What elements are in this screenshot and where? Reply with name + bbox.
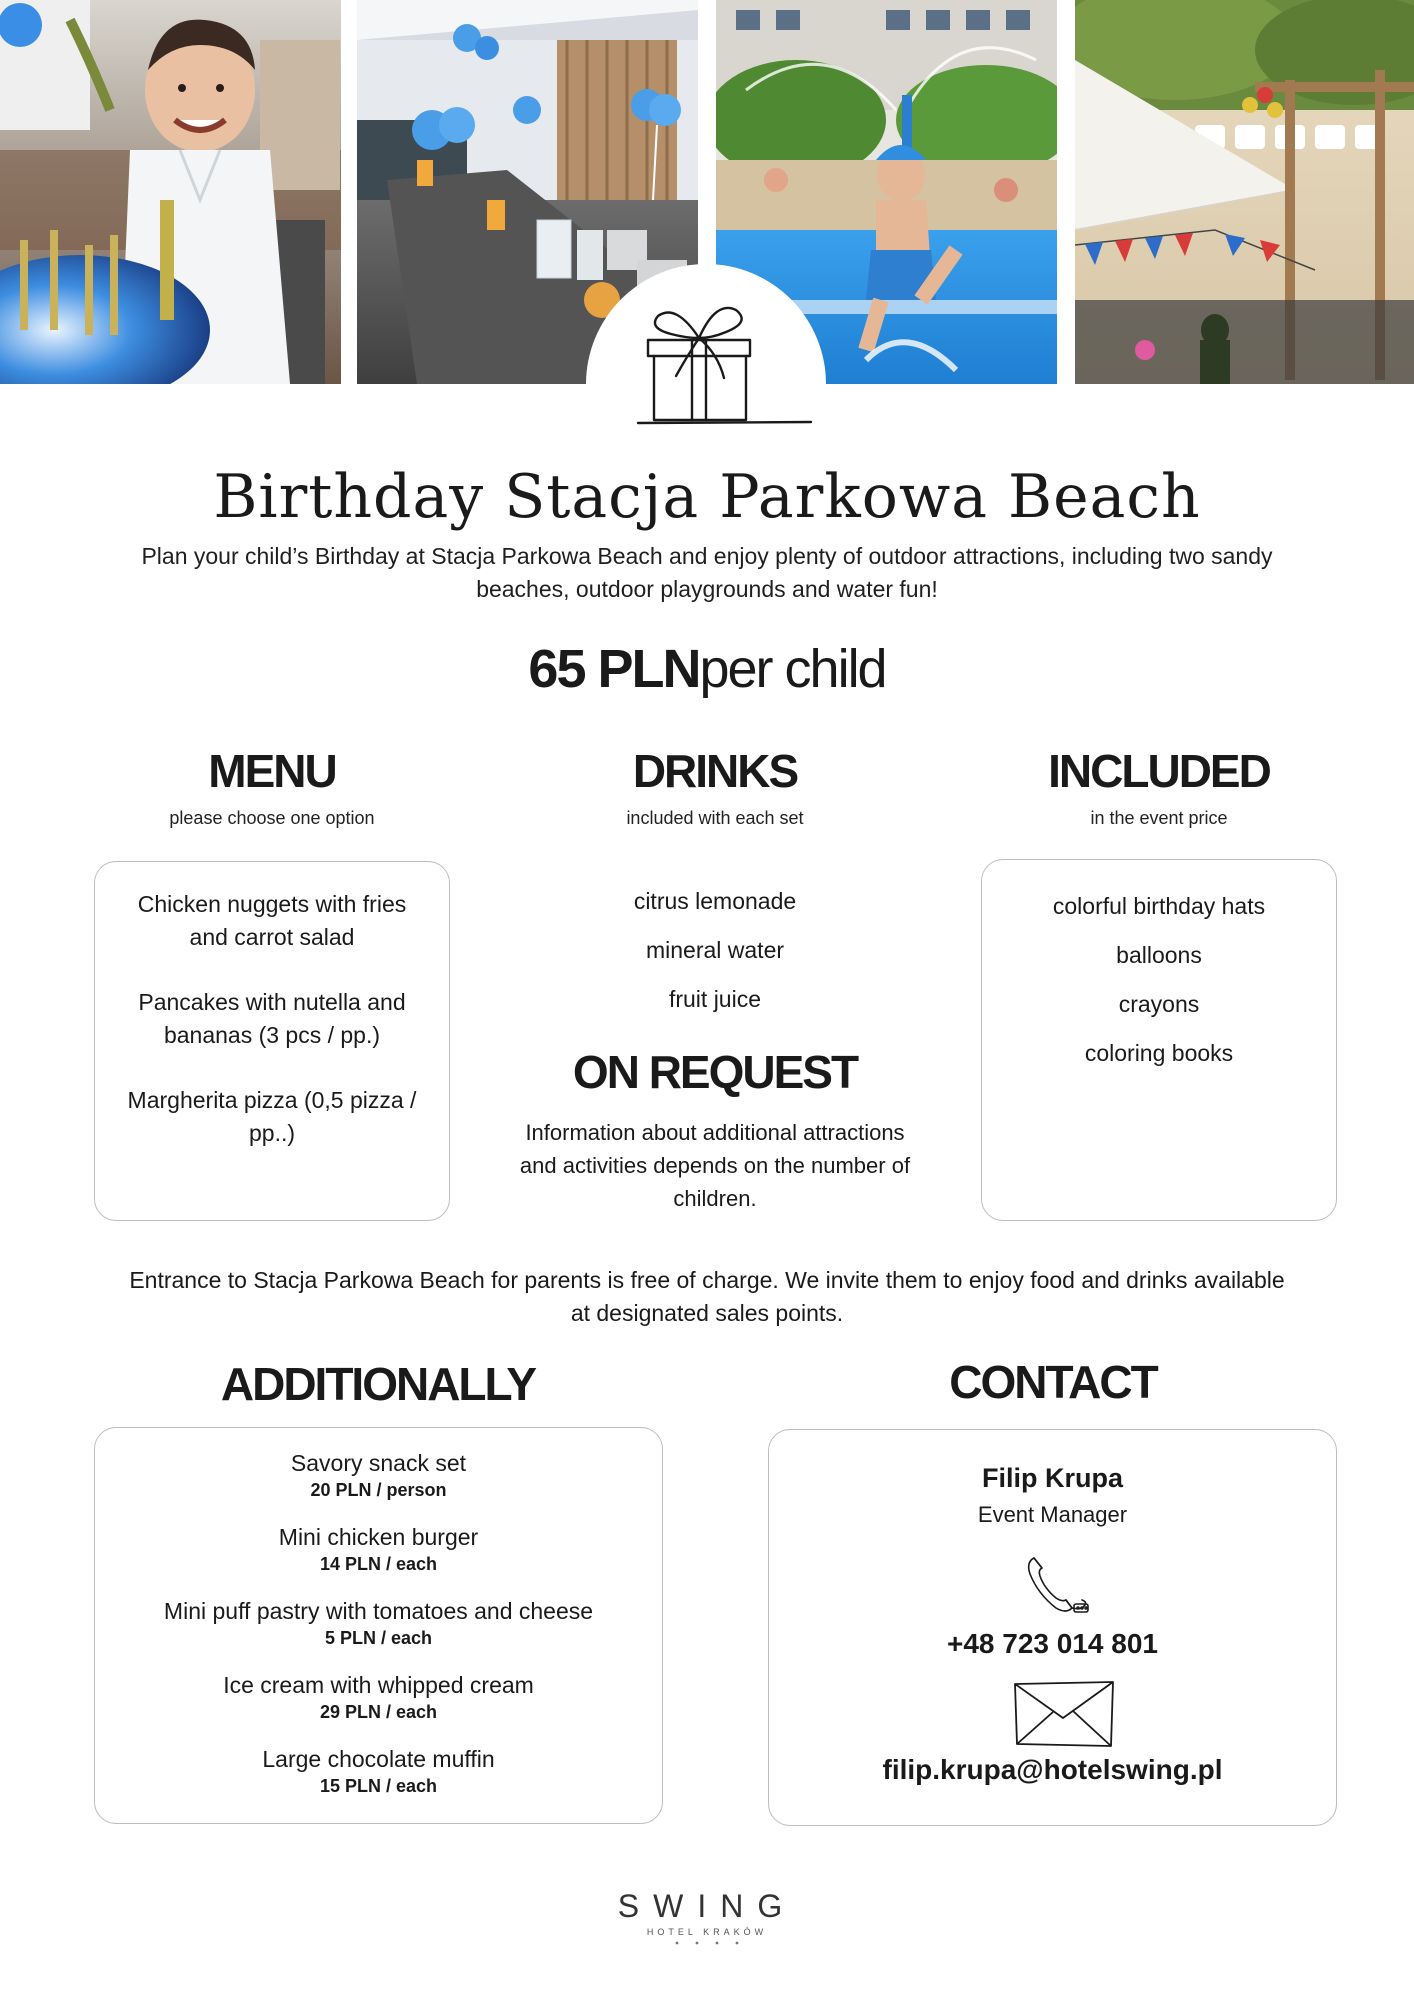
included-item: colorful birthday hats: [1052, 893, 1266, 919]
additional-item-price: 15 PLN / each: [319, 1776, 438, 1796]
menu-heading: MENU: [208, 745, 336, 797]
included-list: [981, 890, 1337, 1086]
additional-item-name: Ice cream with whipped cream: [223, 1672, 534, 1698]
additionally-list: [94, 1448, 663, 1818]
price-amount: 65 PLN: [528, 639, 700, 699]
additional-item: [94, 1522, 663, 1596]
price: [0, 638, 1414, 700]
phone-icon: [1022, 1552, 1096, 1622]
included-heading: INCLUDED: [1048, 745, 1270, 797]
additional-item-price: 20 PLN / person: [310, 1480, 447, 1500]
menu-option: Chicken nuggets with fries and carrot salad: [137, 891, 407, 950]
additional-item: [94, 1670, 663, 1744]
photo-sandy-beach: [1075, 0, 1414, 384]
on-request-heading: ON REQUEST: [572, 1046, 858, 1098]
included-item: crayons: [1118, 991, 1200, 1017]
menu-list: [94, 888, 450, 1150]
contact-name: Filip Krupa: [982, 1463, 1123, 1493]
price-unit: per child: [699, 639, 886, 699]
additionally-heading: ADDITIONALLY: [220, 1358, 536, 1410]
logo-tagline: HOTEL KRAKÓW: [646, 1927, 768, 1937]
drinks-heading: DRINKS: [632, 745, 798, 797]
drink-item: fruit juice: [668, 986, 762, 1012]
intro-text: Plan your child’s Birthday at Stacja Parkowa Beach and enjoy plenty of outdoor attractions, including two sandy beaches, outdoor playgrounds and water fun!: [141, 543, 1273, 602]
additional-item-price: 5 PLN / each: [324, 1628, 433, 1648]
contact-email[interactable]: filip.krupa@hotelswing.pl: [882, 1754, 1223, 1785]
drinks-list: [505, 885, 925, 1032]
additional-item-name: Large chocolate muffin: [262, 1746, 495, 1772]
additional-item-price: 14 PLN / each: [319, 1554, 438, 1574]
additional-item-name: Savory snack set: [290, 1450, 467, 1476]
parents-note: Entrance to Stacja Parkowa Beach for parents is free of charge. We invite them to enjoy food and drinks available at designated sales points.: [129, 1267, 1285, 1326]
contact-role: Event Manager: [977, 1502, 1128, 1527]
menu-option: Margherita pizza (0,5 pizza / pp..): [127, 1087, 417, 1146]
on-request-text: Information about additional attractions and activities depends on the number of children.: [519, 1120, 911, 1211]
photo-boy-with-cake: [0, 0, 341, 384]
additional-item: [94, 1596, 663, 1670]
additional-item-name: Mini puff pastry with tomatoes and cheese: [163, 1598, 594, 1624]
included-item: balloons: [1116, 942, 1202, 968]
additional-item: [94, 1744, 663, 1818]
menu-subheading: please choose one option: [169, 808, 375, 828]
drink-item: citrus lemonade: [633, 888, 797, 914]
contact-phone[interactable]: +48 723 014 801: [947, 1628, 1158, 1659]
drink-item: mineral water: [645, 937, 785, 963]
additional-item: [94, 1448, 663, 1522]
contact-heading: CONTACT: [949, 1356, 1157, 1408]
additional-item-name: Mini chicken burger: [278, 1524, 479, 1550]
included-item: coloring books: [1084, 1040, 1234, 1066]
logo-brand: SWING: [617, 1888, 797, 1924]
envelope-icon: [1011, 1678, 1117, 1750]
additional-item-price: 29 PLN / each: [319, 1702, 438, 1722]
menu-option: Pancakes with nutella and bananas (3 pcs / pp.): [138, 989, 406, 1048]
gift-icon: [626, 288, 816, 428]
page-title: Birthday Stacja Parkowa Beach: [213, 462, 1201, 532]
drinks-subheading: included with each set: [626, 808, 804, 828]
included-subheading: in the event price: [1090, 808, 1228, 828]
swing-hotel-logo: [607, 1885, 807, 1955]
